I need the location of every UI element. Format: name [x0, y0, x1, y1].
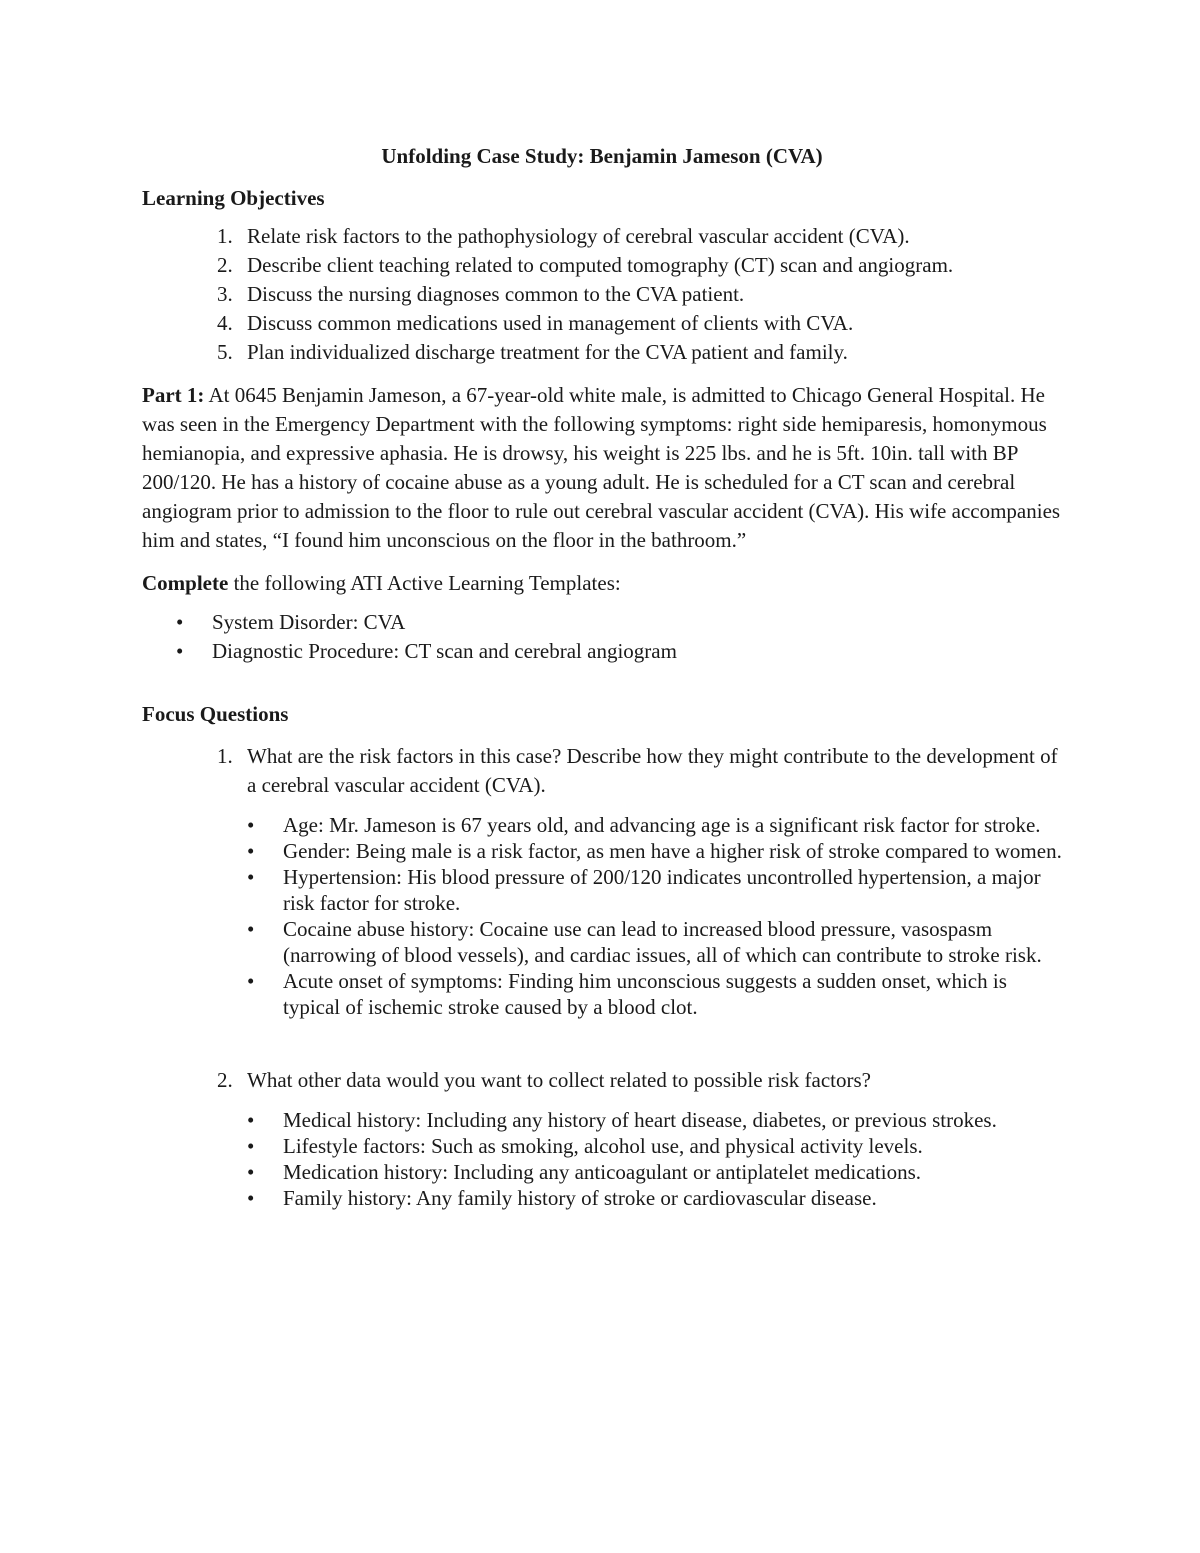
- document-page: [142, 142, 1062, 1211]
- template-text: System Disorder: CVA: [212, 610, 406, 634]
- objective-item: [142, 338, 1062, 367]
- complete-label: Complete: [142, 571, 229, 595]
- bullet-icon: •: [247, 969, 255, 993]
- learning-objectives-heading: Learning Objectives: [142, 186, 325, 210]
- bullet-icon: •: [247, 813, 255, 837]
- question-number: 2.: [217, 1068, 233, 1092]
- answer-text: Medical history: Including any history of heart disease, diabetes, or previous strokes.: [283, 1108, 997, 1132]
- answer-item: [142, 864, 1062, 916]
- objective-number: 4.: [217, 311, 233, 335]
- spacer: [142, 1020, 1062, 1066]
- complete-instruction: [142, 569, 1062, 598]
- answer-item: [142, 1159, 1062, 1185]
- answer-text: Acute onset of symptoms: Finding him unconscious suggests a sudden onset, which is typical of ischemic stroke caused by a blood clot.: [283, 969, 1007, 1019]
- objective-item: [142, 251, 1062, 280]
- answer-item: [142, 968, 1062, 1020]
- objective-number: 3.: [217, 282, 233, 306]
- question-text: What other data would you want to collect related to possible risk factors?: [247, 1068, 871, 1092]
- objective-text: Plan individualized discharge treatment for the CVA patient and family.: [247, 340, 848, 364]
- answer-item: [142, 1133, 1062, 1159]
- bullet-icon: •: [176, 610, 184, 634]
- template-item: [142, 608, 1062, 637]
- template-item: [142, 637, 1062, 666]
- templates-list: [142, 608, 1062, 666]
- answer-text: Age: Mr. Jameson is 67 years old, and advancing age is a significant risk factor for stroke.: [283, 813, 1041, 837]
- objective-number: 1.: [217, 224, 233, 248]
- bullet-icon: •: [247, 1108, 255, 1132]
- question-number: 1.: [217, 744, 233, 768]
- part1-label: Part 1:: [142, 383, 205, 407]
- objective-number: 2.: [217, 253, 233, 277]
- question-text: What are the risk factors in this case? Describe how they might contribute to the development of a cerebral vascular accident (CVA).: [247, 744, 1058, 797]
- answer-item: [142, 916, 1062, 968]
- objective-item: [142, 222, 1062, 251]
- answer-text: Gender: Being male is a risk factor, as men have a higher risk of stroke compared to women.: [283, 839, 1062, 863]
- answer-item: [142, 1185, 1062, 1211]
- answer-text: Cocaine abuse history: Cocaine use can lead to increased blood pressure, vasospasm (narrowing of blood vessels), and cardiac issues, all of which can contribute to stroke risk.: [283, 917, 1042, 967]
- focus-question: [142, 742, 1062, 800]
- bullet-icon: •: [247, 1186, 255, 1210]
- answer-item: [142, 1107, 1062, 1133]
- answer-text: Medication history: Including any anticoagulant or antiplatelet medications.: [283, 1160, 921, 1184]
- objective-text: Discuss the nursing diagnoses common to the CVA patient.: [247, 282, 745, 306]
- template-text: Diagnostic Procedure: CT scan and cerebral angiogram: [212, 639, 677, 663]
- bullet-icon: •: [247, 839, 255, 863]
- answer-item: [142, 838, 1062, 864]
- objective-item: [142, 309, 1062, 338]
- learning-objectives-list: [142, 222, 1062, 367]
- answer-list: [142, 1107, 1062, 1211]
- bullet-icon: •: [247, 917, 255, 941]
- complete-text: the following ATI Active Learning Templates:: [228, 571, 621, 595]
- objective-text: Describe client teaching related to computed tomography (CT) scan and angiogram.: [247, 253, 954, 277]
- objective-item: [142, 280, 1062, 309]
- focus-questions-heading: Focus Questions: [142, 702, 289, 726]
- part1-paragraph: [142, 381, 1062, 555]
- answer-text: Hypertension: His blood pressure of 200/120 indicates uncontrolled hypertension, a major risk factor for stroke.: [283, 865, 1041, 915]
- bullet-icon: •: [176, 639, 184, 663]
- answer-text: Family history: Any family history of stroke or cardiovascular disease.: [283, 1186, 877, 1210]
- objective-text: Discuss common medications used in management of clients with CVA.: [247, 311, 854, 335]
- answer-list: [142, 812, 1062, 1020]
- focus-question: [142, 1066, 1062, 1095]
- bullet-icon: •: [247, 1160, 255, 1184]
- objective-number: 5.: [217, 340, 233, 364]
- bullet-icon: •: [247, 865, 255, 889]
- document-title: Unfolding Case Study: Benjamin Jameson (CVA): [381, 144, 823, 168]
- answer-item: [142, 812, 1062, 838]
- answer-text: Lifestyle factors: Such as smoking, alcohol use, and physical activity levels.: [283, 1134, 923, 1158]
- objective-text: Relate risk factors to the pathophysiology of cerebral vascular accident (CVA).: [247, 224, 910, 248]
- part1-text: At 0645 Benjamin Jameson, a 67-year-old white male, is admitted to Chicago General Hospital. He was seen in the Emergency Department with the following symptoms: right side hemiparesis, homonymous hemianopia, and expressive aphasia. He is drowsy, his weight is 225 lbs. and he is 5ft. 10in. tall with BP 200/120. He has a history of cocaine abuse as a young adult. He is scheduled for a CT scan and cerebral angiogram prior to admission to the floor to rule out cerebral vascular accident (CVA). His wife accompanies him and states, “I found him unconscious on the floor in the bathroom.”: [142, 383, 1061, 552]
- bullet-icon: •: [247, 1134, 255, 1158]
